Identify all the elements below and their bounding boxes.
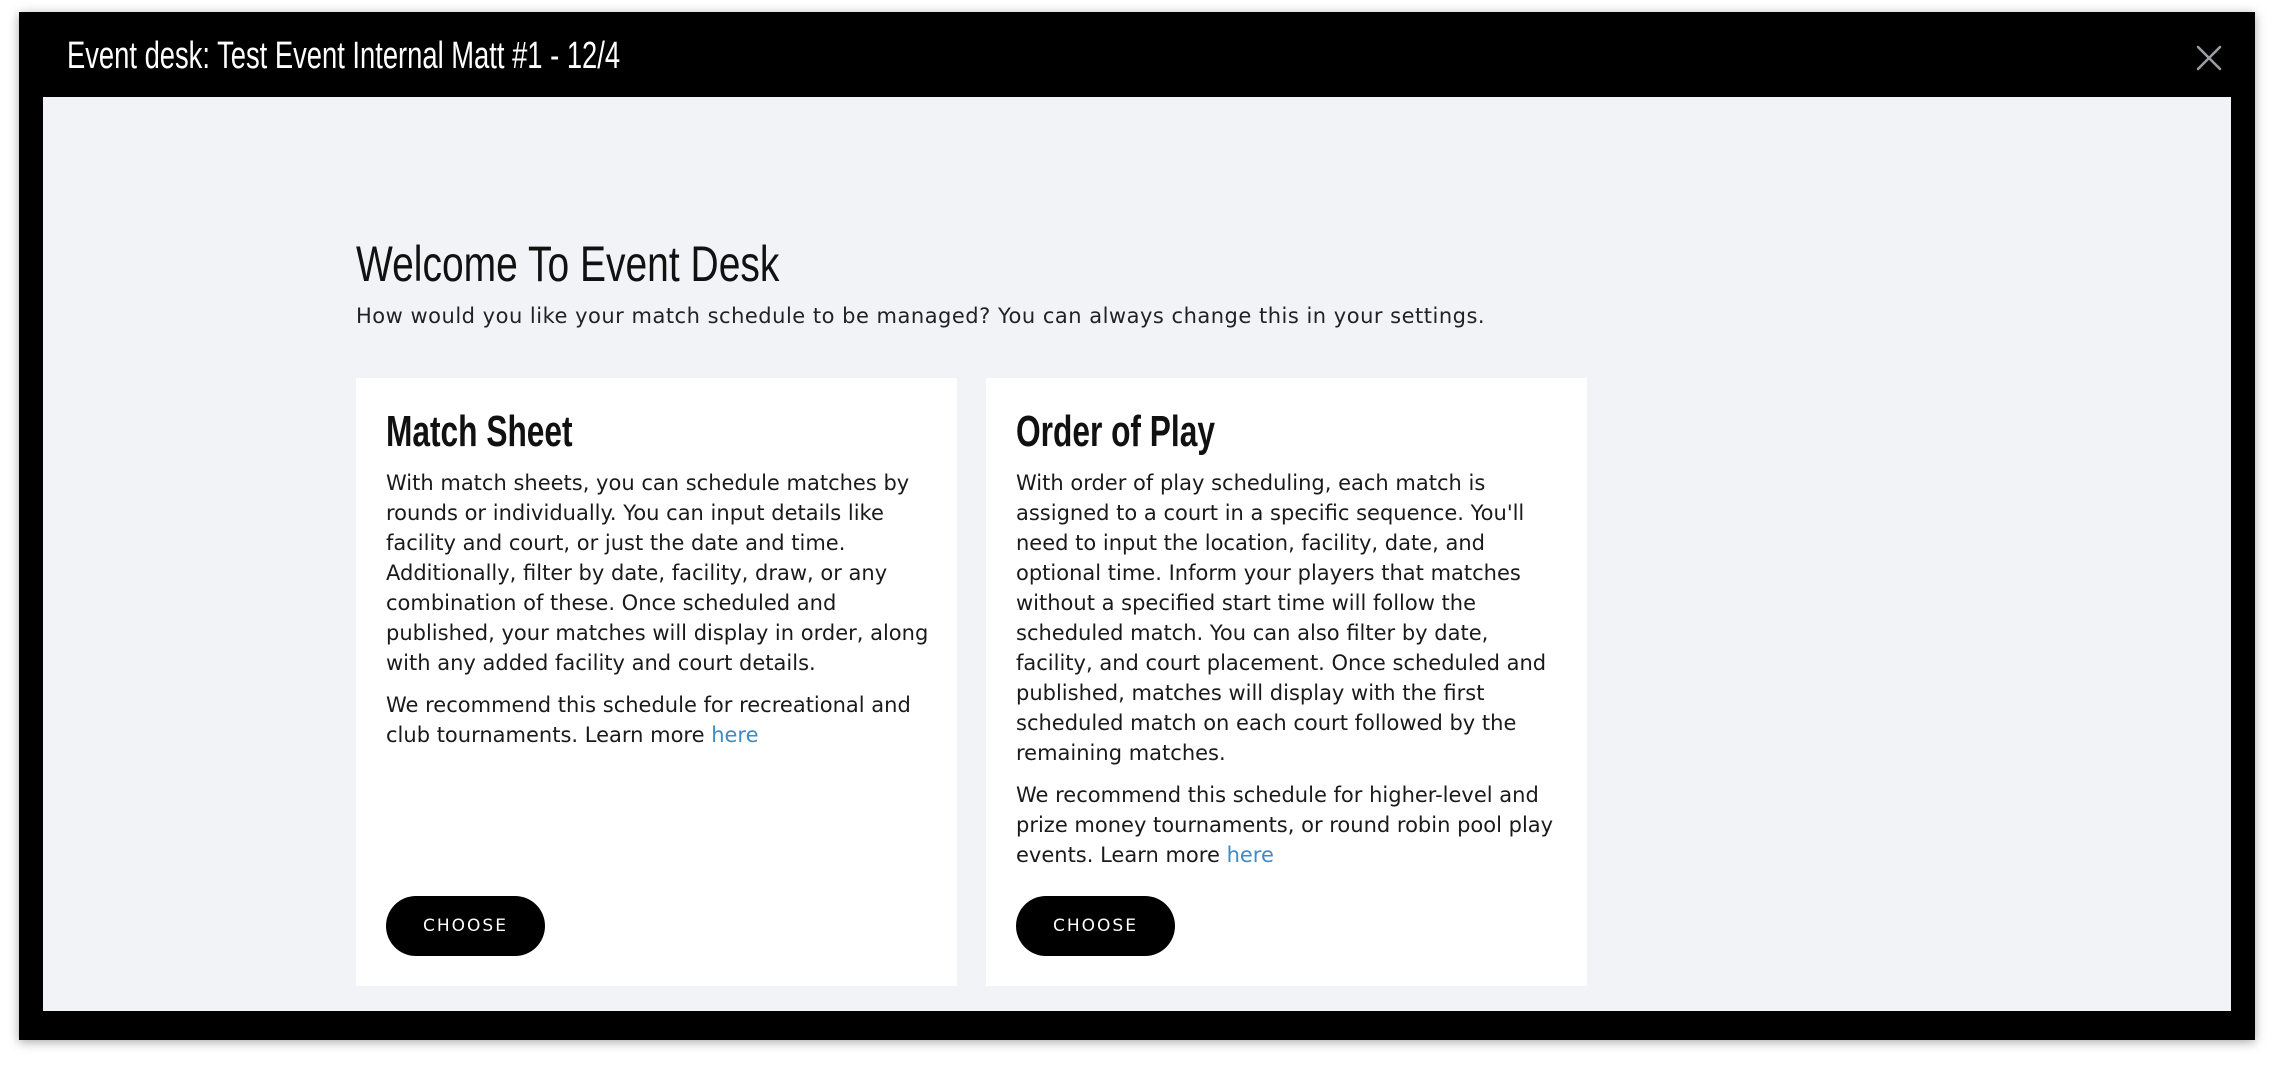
modal-header [19,12,2255,97]
close-button[interactable] [2193,42,2225,74]
welcome-title: Welcome To Event Desk [356,236,780,292]
card-recommendation [386,690,932,750]
card-description: With match sheets, you can schedule matches by rounds or individually. You can input details like facility and court, or just the date and time. Additionally, filter by date, facility, draw, or any combination of these. Once scheduled and published, your matches will display in order, along with any added facility and court details. [386,471,929,675]
card-recommendation [1016,780,1562,870]
recommendation-text: We recommend this schedule for recreational and club tournaments. Learn more [386,693,911,747]
welcome-subtitle: How would you like your match schedule to be managed? You can always change this in your settings. [356,304,1486,328]
close-icon [2193,42,2225,74]
learn-more-link[interactable]: here [711,723,759,747]
modal-body [43,97,2231,1011]
choose-order-of-play-button[interactable]: CHOOSE [1016,896,1175,956]
order-of-play-card [986,378,1587,986]
card-title: Match Sheet [386,407,573,456]
card-text [386,468,932,762]
card-text [1016,468,1562,882]
recommendation-text: We recommend this schedule for higher-level and prize money tournaments, or round robin pool play events. Learn more [1016,783,1554,867]
card-description: With order of play scheduling, each match is assigned to a court in a specific sequence. You'll need to input the location, facility, date, and optional time. Inform your players that matches without a specified start time will follow the scheduled match. You can also filter by date, facility, and court placement. Once scheduled and published, matches will display with the first scheduled match on each court followed by the remaining matches. [1016,471,1547,765]
match-sheet-card [356,378,957,986]
choose-match-sheet-button[interactable]: CHOOSE [386,896,545,956]
modal-title: Event desk: Test Event Internal Matt #1 - 12/4 [67,35,621,77]
welcome-section [356,235,1485,331]
event-desk-modal [19,12,2255,1040]
learn-more-link[interactable]: here [1226,843,1274,867]
card-title: Order of Play [1016,407,1215,456]
